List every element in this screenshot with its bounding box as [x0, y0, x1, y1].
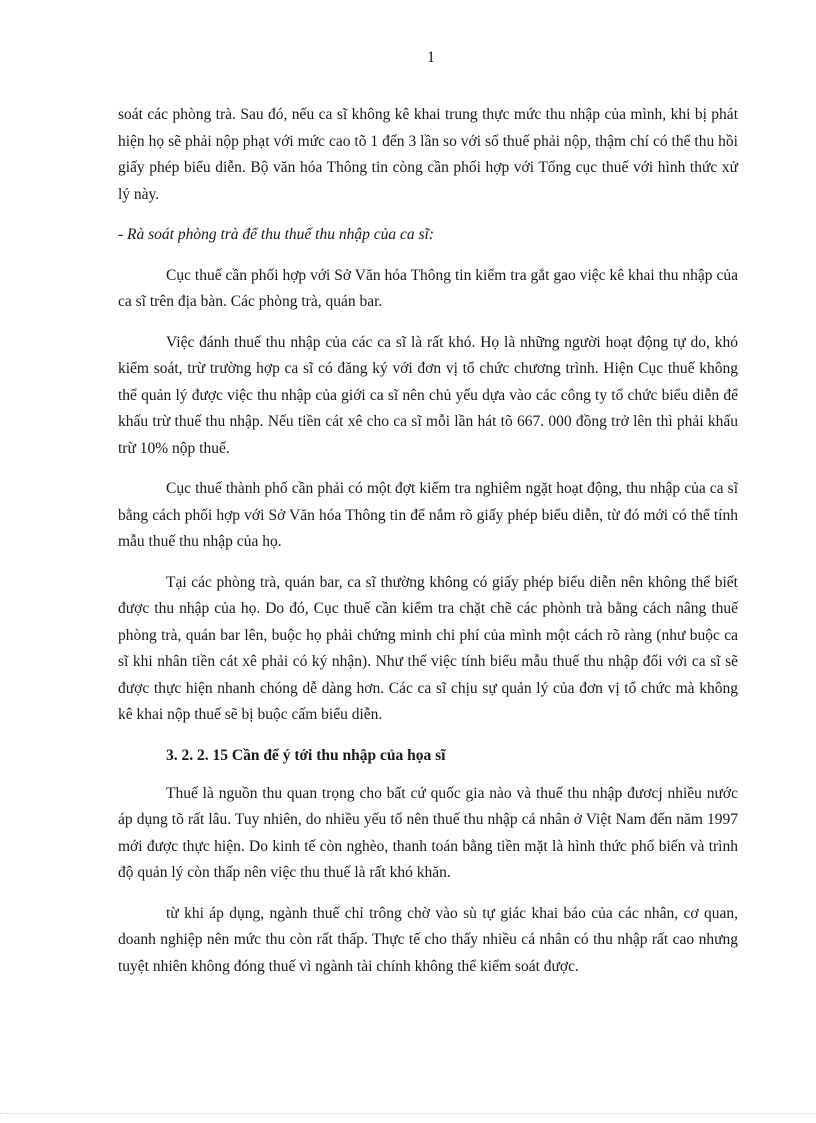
paragraph: Cục thuế cần phối hợp với Sở Văn hóa Thông tin kiểm tra gắt gao việc kê khai thu nhập của ca sĩ trên địa bàn. Các phòng trà, quán bar. — [118, 266, 738, 310]
document-body — [118, 102, 738, 994]
paragraph: Cục thuế thành phố cần phải có một đợt kiểm tra nghiêm ngặt hoạt động, thu nhập của ca sĩ bằng cách phối hợp với Sở Văn hóa Thông tin để nắm rõ giấy phép biểu diễn, từ đó mới có thể tính mẫu thuế thu nhập của họ. — [118, 480, 738, 550]
paragraph: từ khi áp dụng, ngành thuế chỉ trông chờ vào sù tự giác khai báo của các nhân, cơ quan, doanh nghiệp nên mức thu còn rất thấp. Thực tế cho thấy nhiều cá nhân có thu nhập rất cao nhưng tuyệt nhiên không đóng thuế vì ngành tài chính không thể kiểm soát được. — [118, 904, 738, 975]
section-heading: 3. 2. 2. 15 Cần để ý tới thu nhập của họa sĩ — [166, 746, 446, 764]
italic-subheading: - Rà soát phòng trà để thu thuế thu nhập của ca sĩ: — [118, 226, 434, 243]
paragraph: Việc đánh thuế thu nhập của các ca sĩ là rất khó. Họ là những người hoạt động tự do, khó kiểm soát, trừ trường hợp ca sĩ có đăng ký với đơn vị tổ chức chương trình. Hiện Cục thuế không thể quản lý được việc thu nhập của giới ca sĩ nên chủ yếu dựa vào các công ty tổ chức biểu diễn để khấu trừ thuế thu nhập. Nếu tiền cát xê cho ca sĩ mỗi lần hát tõ 667. 000 đồng trở lên thì phải khấu trừ 10% nộp thuế. — [118, 333, 738, 457]
paragraph: Tại các phòng trà, quán bar, ca sĩ thường không có giấy phép biểu diễn nên không thể biết được thu nhập của họ. Do đó, Cục thuế cần kiểm tra chặt chẽ các phònh trà bằng cách nâng thuế phòng trà, quán bar lên, buộc họ phải chứng minh chi phí của mình một cách rõ ràng (như buộc ca sĩ khi nhân tiền cát xê phải có ký nhận). Như thế việc tính biểu mẫu thuế thu nhập đối với ca sĩ sẽ được thực hiện nhanh chóng dễ dàng hơn. Các ca sĩ chịu sự quản lý của đơn vị tổ chức mà không kê khai nộp thuế sẽ bị buộc cấm biểu diễn. — [118, 573, 738, 723]
paragraph: Thuế là nguồn thu quan trọng cho bất cứ quốc gia nào và thuế thu nhập đươcj nhiều nước áp dụng tõ rất lâu. Tuy nhiên, do nhiều yếu tố nên thuế thu nhập cá nhân ở Việt Nam đến năm 1997 mới được thực hiện. Do kinh tế còn nghèo, thanh toán bằng tiền mặt là hình thức phổ biến và trình độ quản lý còn thấp nên việc thu thuế là rất khó khăn. — [118, 784, 738, 881]
page-number: 1 — [427, 49, 435, 66]
paragraph: soát các phòng trà. Sau đó, nếu ca sĩ không kê khai trung thực mức thu nhập của mình, khi bị phát hiện họ sẽ phải nộp phạt với mức cao tõ 1 đến 3 lần so với số thuế phải nộp, thậm chí có thể thu hồi giấy phép biểu diễn. Bộ văn hóa Thông tin còng cần phối hợp với Tổng cục thuế với hình thức xử lý này. — [118, 106, 738, 203]
page-bottom-rule — [0, 1113, 816, 1114]
